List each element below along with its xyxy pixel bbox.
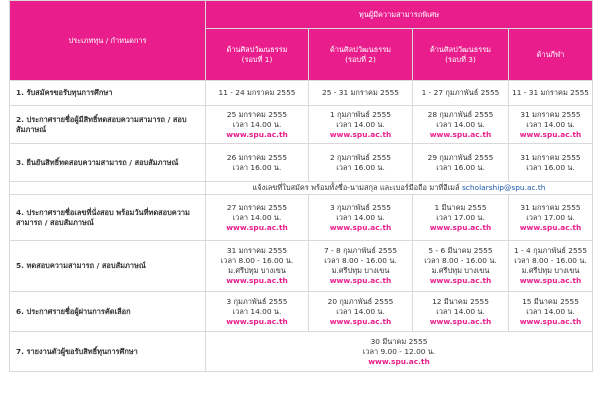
column-header-title: ด้านกีฬา xyxy=(536,49,565,59)
website-link[interactable]: www.spu.ac.th xyxy=(519,316,582,326)
date-text: 30 มีนาคม 2555 xyxy=(370,336,428,346)
schedule-cell xyxy=(206,292,309,332)
date-text: 15 มีนาคม 2555 xyxy=(522,296,579,306)
schedule-cell xyxy=(206,241,309,292)
time-text: เวลา 14.00 น. xyxy=(436,119,485,129)
column-header-sports xyxy=(509,29,593,81)
schedule-cell xyxy=(413,241,509,292)
website-link[interactable]: www.spu.ac.th xyxy=(329,222,392,232)
time-text: เวลา 16.00 น. xyxy=(232,162,282,172)
website-link[interactable]: www.spu.ac.th xyxy=(226,316,288,326)
time-text: เวลา 8.00 - 16.00 น. xyxy=(324,256,397,265)
group-header: ทุนผู้มีความสามารถพิเศษ xyxy=(206,1,593,29)
column-header-title: ด้านศิลปวัฒนธรรม xyxy=(429,44,492,54)
date-text: 1 กุมภาพันธ์ 2555 xyxy=(329,109,391,119)
schedule-cell xyxy=(206,144,309,182)
date-text: 1 - 4 กุมภาพันธ์ 2555 xyxy=(513,246,588,255)
date-text: 31 มกราคม 2555 xyxy=(520,202,581,212)
website-link[interactable]: www.spu.ac.th xyxy=(368,356,430,366)
location-text: ม.ศรีปทุม บางเขน xyxy=(331,266,390,275)
date-text: 27 มกราคม 2555 xyxy=(226,202,288,212)
table-row xyxy=(10,292,593,332)
column-header-title: ด้านศิลปวัฒนธรรม xyxy=(329,44,392,54)
time-text: เวลา 14.00 น. xyxy=(436,306,485,316)
time-text: เวลา 16.00 น. xyxy=(526,162,575,172)
stage-label: 1. รับสมัครขอรับทุนการศึกษา xyxy=(10,81,206,106)
table-row xyxy=(10,81,593,106)
schedule-cell xyxy=(413,292,509,332)
website-link[interactable]: www.spu.ac.th xyxy=(519,276,582,285)
stage-label: 2. ประกาศรายชื่อผู้มีสิทธิ์ทดสอบความสามารถ / สอบสัมภาษณ์ xyxy=(10,106,206,144)
schedule-cell xyxy=(309,195,413,241)
schedule-cell xyxy=(509,81,593,106)
date-text: 5 - 6 มีนาคม 2555 xyxy=(428,246,493,255)
scholarship-schedule-table xyxy=(9,0,593,372)
time-text: เวลา 14.00 น. xyxy=(336,119,385,129)
time-text: เวลา 9.00 - 12.00 น. xyxy=(362,346,436,356)
date-text: 12 มีนาคม 2555 xyxy=(432,296,489,306)
time-text: เวลา 17.00 น. xyxy=(436,212,485,222)
schedule-cell xyxy=(413,195,509,241)
column-header-round: (รอบที่ 1) xyxy=(241,54,273,64)
website-link[interactable]: www.spu.ac.th xyxy=(329,316,392,326)
location-text: ม.ศรีปทุม บางเขน xyxy=(521,266,580,275)
note-cell xyxy=(206,182,593,195)
date-text: 31 มกราคม 2555 xyxy=(226,246,288,255)
note-row xyxy=(10,182,593,195)
schedule-cell xyxy=(509,241,593,292)
schedule-cell xyxy=(413,81,509,106)
stage-label: 3. ยืนยันสิทธิ์ทดสอบความสามารถ / สอบสัมภาษณ์ xyxy=(10,144,206,182)
merged-schedule-cell xyxy=(206,332,593,372)
website-link[interactable]: www.spu.ac.th xyxy=(429,129,492,139)
schedule-cell xyxy=(206,106,309,144)
time-text: เวลา 14.00 น. xyxy=(232,212,282,222)
schedule-cell xyxy=(509,144,593,182)
website-link[interactable]: www.spu.ac.th xyxy=(519,129,582,139)
schedule-cell xyxy=(309,144,413,182)
stage-label: 5. ทดสอบความสามารถ / สอบสัมภาษณ์ xyxy=(10,241,206,292)
date-text: 7 - 8 กุมภาพันธ์ 2555 xyxy=(323,246,398,255)
stage-column-header: ประเภททุน / กำหนดการ xyxy=(10,1,206,81)
column-header-arts-round-2 xyxy=(309,29,413,81)
schedule-cell xyxy=(413,144,509,182)
schedule-cell xyxy=(509,106,593,144)
schedule-cell xyxy=(206,81,309,106)
time-text: เวลา 8.00 - 16.00 น. xyxy=(220,256,294,265)
schedule-cell xyxy=(509,195,593,241)
schedule-cell xyxy=(206,195,309,241)
website-link[interactable]: www.spu.ac.th xyxy=(329,276,392,285)
table-row xyxy=(10,332,593,372)
table-row xyxy=(10,195,593,241)
location-text: ม.ศรีปทุม บางเขน xyxy=(431,266,490,275)
stage-label: 7. รายงานตัวผู้ขอรับสิทธิ์ทุนการศึกษา xyxy=(10,332,206,372)
website-link[interactable]: www.spu.ac.th xyxy=(226,276,288,285)
column-header-round: (รอบที่ 3) xyxy=(445,54,476,64)
website-link[interactable]: www.spu.ac.th xyxy=(429,276,492,285)
column-header-arts-round-3 xyxy=(413,29,509,81)
schedule-cell xyxy=(309,292,413,332)
date-text: 20 กุมภาพันธ์ 2555 xyxy=(327,296,394,306)
note-spacer xyxy=(10,182,206,195)
time-text: เวลา 14.00 น. xyxy=(526,306,575,316)
column-header-round: (รอบที่ 2) xyxy=(345,54,376,64)
table-row xyxy=(10,106,593,144)
date-text: 1 - 27 กุมภาพันธ์ 2555 xyxy=(421,88,500,97)
time-text: เวลา 16.00 น. xyxy=(436,162,485,172)
location-text: ม.ศรีปทุม บางเขน xyxy=(228,266,286,275)
schedule-cell xyxy=(309,106,413,144)
website-link[interactable]: www.spu.ac.th xyxy=(429,316,492,326)
date-text: 29 กุมภาพันธ์ 2555 xyxy=(427,152,494,162)
time-text: เวลา 17.00 น. xyxy=(526,212,575,222)
website-link[interactable]: www.spu.ac.th xyxy=(519,222,582,232)
column-header-title: ด้านศิลปวัฒนธรรม xyxy=(226,44,288,54)
date-text: 25 มกราคม 2555 xyxy=(226,109,288,119)
website-link[interactable]: www.spu.ac.th xyxy=(226,129,288,139)
website-link[interactable]: www.spu.ac.th xyxy=(429,222,492,232)
schedule-cell xyxy=(309,241,413,292)
date-text: 25 - 31 มกราคม 2555 xyxy=(322,88,399,97)
table-row xyxy=(10,241,593,292)
time-text: เวลา 14.00 น. xyxy=(336,212,385,222)
note-text: แจ้งเลขที่ใบสมัคร พร้อมทั้งชื่อ-นามสกุล และเบอร์มือถือ มาที่อีเมล์ xyxy=(252,183,460,192)
schedule-cell xyxy=(413,106,509,144)
email-link[interactable]: scholarship@spu.ac.th xyxy=(461,183,546,192)
website-link[interactable]: www.spu.ac.th xyxy=(226,222,288,232)
time-text: เวลา 8.00 - 16.00 น. xyxy=(424,256,497,265)
schedule-cell xyxy=(309,81,413,106)
time-text: เวลา 14.00 น. xyxy=(232,119,282,129)
website-link[interactable]: www.spu.ac.th xyxy=(329,129,392,139)
date-text: 1 มีนาคม 2555 xyxy=(434,202,487,212)
schedule-cell xyxy=(509,292,593,332)
date-text: 26 มกราคม 2555 xyxy=(226,152,288,162)
stage-label: 6. ประกาศรายชื่อผู้ผ่านการคัดเลือก xyxy=(10,292,206,332)
date-text: 2 กุมภาพันธ์ 2555 xyxy=(329,152,391,162)
date-text: 11 - 24 มกราคม 2555 xyxy=(218,88,296,97)
time-text: เวลา 14.00 น. xyxy=(526,119,575,129)
time-text: เวลา 16.00 น. xyxy=(336,162,385,172)
time-text: เวลา 8.00 - 16.00 น. xyxy=(514,256,587,265)
time-text: เวลา 14.00 น. xyxy=(232,306,282,316)
date-text: 28 กุมภาพันธ์ 2555 xyxy=(427,109,494,119)
date-text: 3 กุมภาพันธ์ 2555 xyxy=(329,202,391,212)
column-header-arts-round-1 xyxy=(206,29,309,81)
date-text: 11 - 31 มกราคม 2555 xyxy=(512,88,589,97)
stage-label: 4. ประกาศรายชื่อเลขที่นั่งสอบ พร้อมวันที่ทดสอบความสามารถ / สอบสัมภาษณ์ xyxy=(10,195,206,241)
date-text: 3 กุมภาพันธ์ 2555 xyxy=(226,296,288,306)
time-text: เวลา 14.00 น. xyxy=(336,306,385,316)
date-text: 31 มกราคม 2555 xyxy=(520,109,581,119)
table-row xyxy=(10,144,593,182)
date-text: 31 มกราคม 2555 xyxy=(520,152,581,162)
